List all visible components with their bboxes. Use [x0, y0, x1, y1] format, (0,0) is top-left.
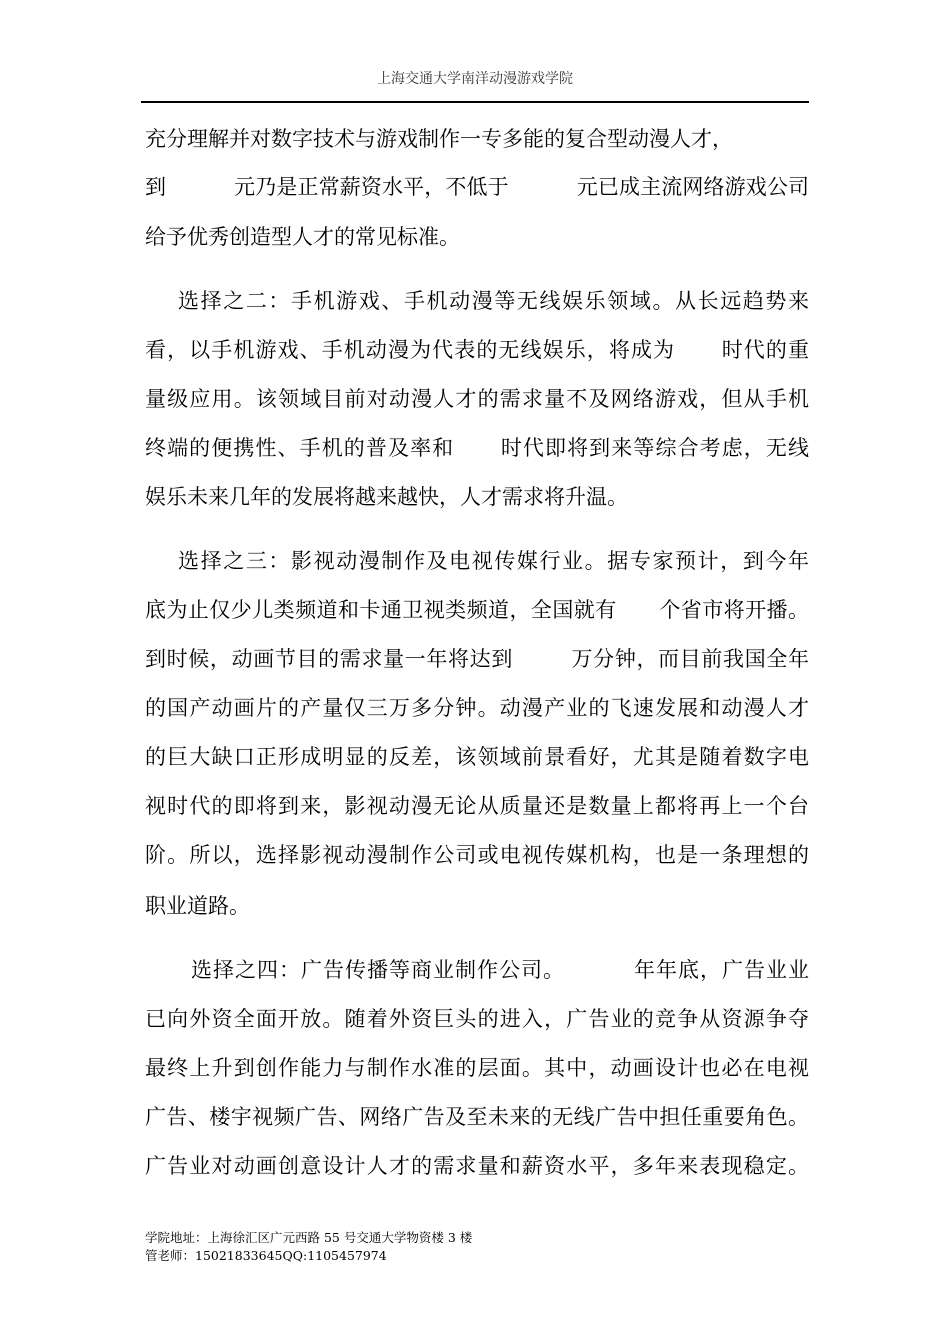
body-line: 视时代的即将到来，影视动漫无论从质量还是数量上都将再上一个台 [145, 794, 809, 818]
body-line: 量级应用。该领域目前对动漫人才的需求量不及网络游戏，但从手机 [145, 387, 809, 411]
body-line: 的国产动画片的产量仅三万多分钟。动漫产业的飞速发展和动漫人才 [145, 696, 809, 720]
body-line: 终端的便携性、手机的普及率和 时代即将到来等综合考虑，无线 [145, 436, 809, 460]
body-line: 娱乐未来几年的发展将越来越快，人才需求将升温。 [145, 485, 628, 509]
body-line: 充分理解并对数字技术与游戏制作一专多能的复合型动漫人才， [145, 127, 733, 151]
body-line: 阶。所以，选择影视动漫制作公司或电视传媒机构，也是一条理想的 [145, 843, 809, 867]
header-divider [141, 101, 809, 103]
body-line: 底为止仅少儿类频道和卡通卫视类频道，全国就有 个省市将开播。 [145, 598, 809, 622]
footer-address: 学院地址：上海徐汇区广元西路 55 号交通大学物资楼 3 楼 [145, 1230, 473, 1245]
body-line: 选择之三：影视动漫制作及电视传媒行业。据专家预计，到今年 [145, 549, 809, 573]
body-line: 到时候，动画节目的需求量一年将达到 万分钟，而目前我国全年 [145, 647, 809, 671]
body-line: 已向外资全面开放。随着外资巨头的进入，广告业的竞争从资源争夺 [145, 1007, 809, 1031]
body-line: 最终上升到创作能力与制作水准的层面。其中，动画设计也必在电视 [145, 1056, 809, 1080]
body-line: 到 元乃是正常薪资水平，不低于 元已成主流网络游戏公司 [145, 175, 809, 199]
body-line: 广告业对动画创意设计人才的需求量和薪资水平，多年来表现稳定。 [145, 1154, 809, 1178]
body-line: 看，以手机游戏、手机动漫为代表的无线娱乐，将成为 时代的重 [145, 338, 809, 362]
body-line: 职业道路。 [145, 894, 250, 918]
footer-contact: 管老师：15021833645QQ:1105457974 [145, 1248, 387, 1263]
body-line: 广告、楼宇视频广告、网络广告及至未来的无线广告中担任重要角色。 [145, 1105, 809, 1129]
body-line: 的巨大缺口正形成明显的反差，该领域前景看好，尤其是随着数字电 [145, 745, 809, 769]
body-line: 选择之二：手机游戏、手机动漫等无线娱乐领域。从长远趋势来 [145, 289, 809, 313]
page-header-title: 上海交通大学南洋动漫游戏学院 [377, 71, 573, 87]
body-line: 选择之四：广告传播等商业制作公司。 年年底，广告业业 [145, 958, 809, 982]
body-line: 给予优秀创造型人才的常见标准。 [145, 225, 460, 249]
